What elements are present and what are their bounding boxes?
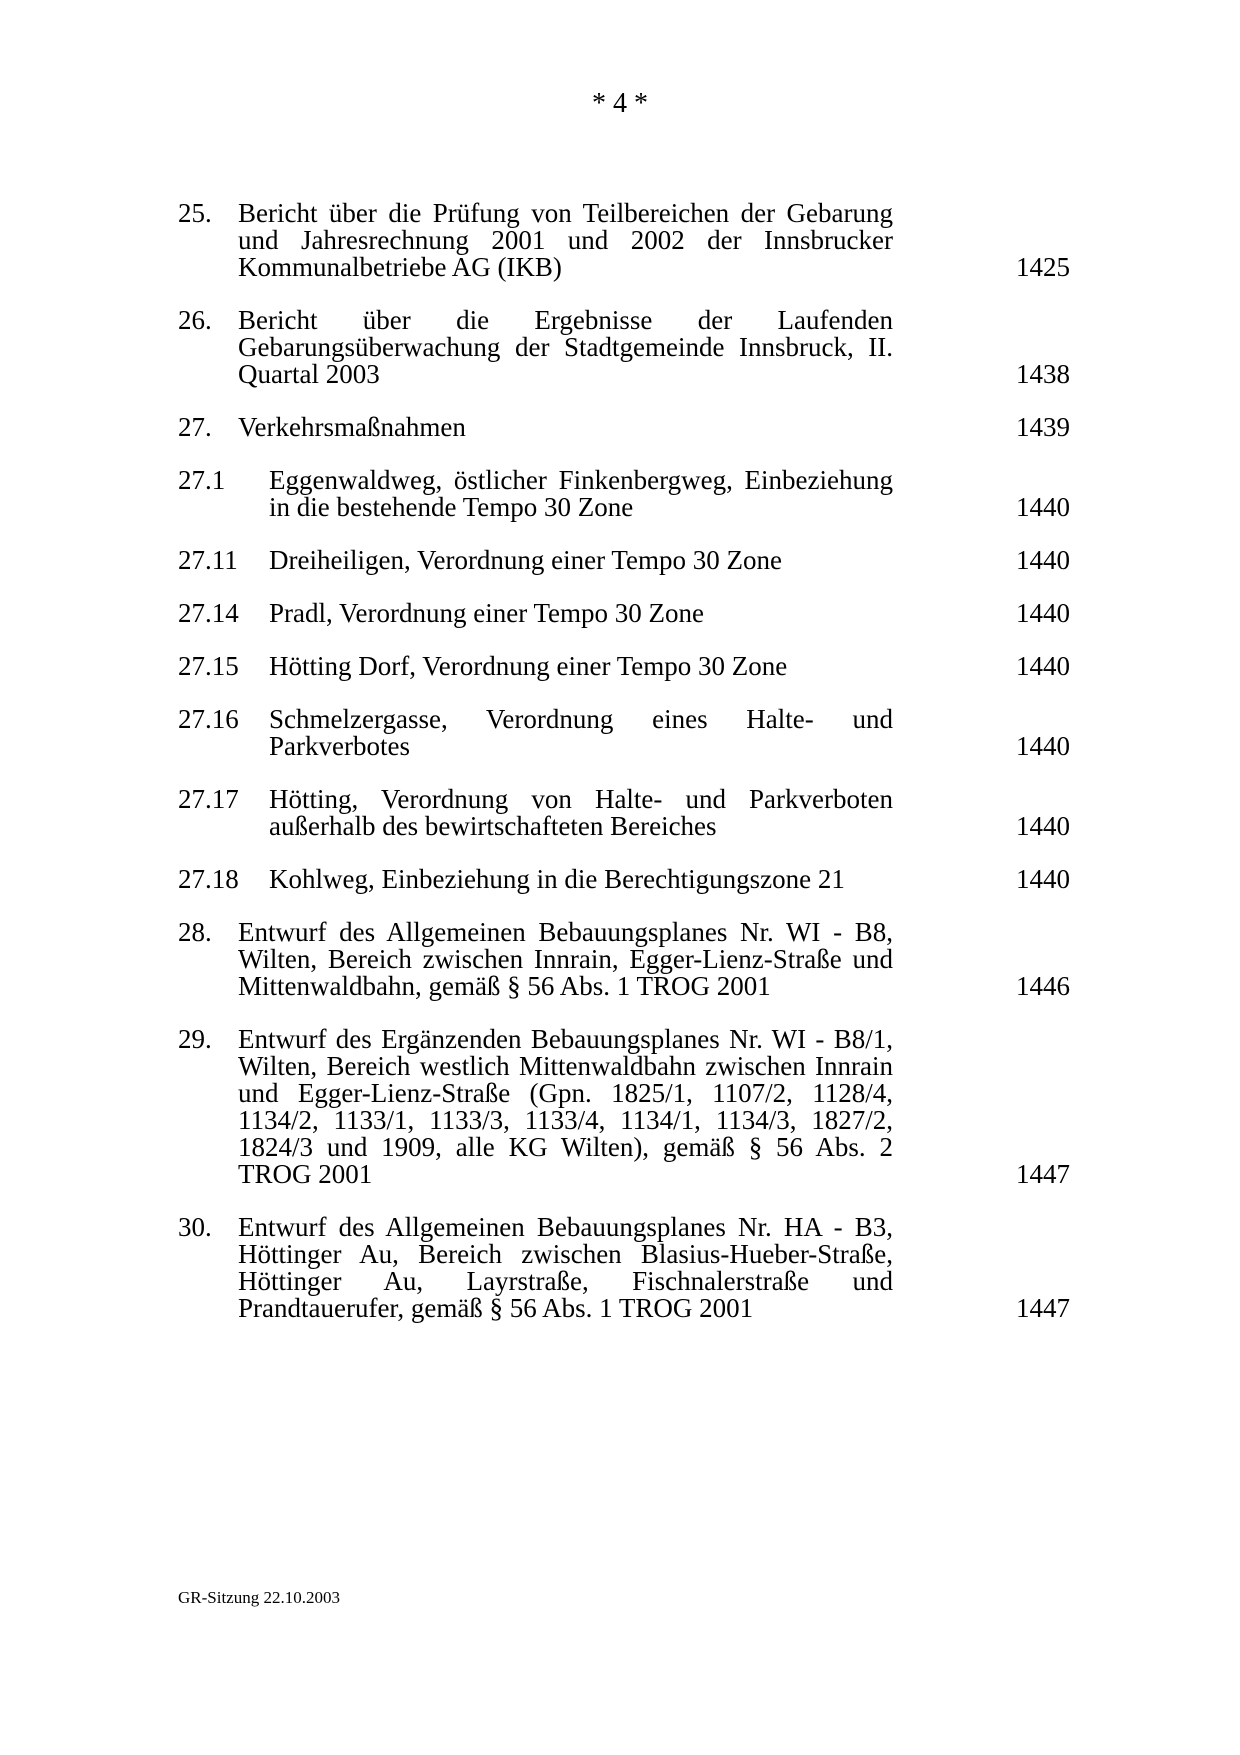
entry-number: 27.18: [178, 864, 239, 894]
entry-title: Entwurf des Allgemeinen Bebauungsplanes Nr. HA - B3, Höttinger Au, Bereich zwischen Blasius-Hueber-Straße, Höttinger Au, Layrstraße, Fischnalerstraße und Prandtauerufer, gemäß § 56 Abs. 1 TROG 2001: [238, 1212, 893, 1323]
entry-page: 1440: [1016, 864, 1070, 894]
entry-page: 1438: [1016, 359, 1070, 389]
toc-entry-27-14: [178, 600, 1070, 627]
entry-number: 29.: [178, 1024, 212, 1054]
toc-entry-28: [178, 919, 1070, 1000]
page-number: * 4 *: [592, 88, 648, 119]
entry-page: 1447: [1016, 1293, 1070, 1323]
entry-number: 25.: [178, 198, 212, 228]
toc-entry-27: [178, 414, 1070, 441]
entry-page: 1425: [1016, 252, 1070, 282]
entry-title: Kohlweg, Einbeziehung in die Berechtigungszone 21: [269, 864, 845, 894]
entry-title: Bericht über die Ergebnisse der Laufenden Gebarungsüberwachung der Stadtgemeinde Innsbruck, II. Quartal 2003: [238, 305, 893, 389]
entry-number: 30.: [178, 1212, 212, 1242]
entry-page: 1439: [1016, 412, 1070, 442]
entry-number: 27.11: [178, 545, 238, 575]
entry-page: 1440: [1016, 545, 1070, 575]
entry-title: Verkehrsmaßnahmen: [238, 412, 466, 442]
toc-entry-25: [178, 200, 1070, 281]
entry-page: 1440: [1016, 731, 1070, 761]
entry-number: 27.: [178, 412, 212, 442]
entry-title: Hötting, Verordnung von Halte- und Parkverboten außerhalb des bewirtschafteten Bereiches: [269, 784, 893, 841]
footer-session-date: GR-Sitzung 22.10.2003: [178, 1588, 340, 1607]
entry-page: 1440: [1016, 492, 1070, 522]
entry-title: Dreiheiligen, Verordnung einer Tempo 30 Zone: [269, 545, 782, 575]
entry-title: Entwurf des Allgemeinen Bebauungsplanes Nr. WI - B8, Wilten, Bereich zwischen Innrain, Egger-Lienz-Straße und Mittenwaldbahn, gemäß § 56 Abs. 1 TROG 2001: [238, 917, 893, 1001]
entry-title: Pradl, Verordnung einer Tempo 30 Zone: [269, 598, 705, 628]
toc-entry-27-18: [178, 866, 1070, 893]
entry-page: 1440: [1016, 598, 1070, 628]
entry-title: Entwurf des Ergänzenden Bebauungsplanes Nr. WI - B8/1, Wilten, Bereich westlich Mittenwaldbahn zwischen Innrain und Egger-Lienz-Straße (Gpn. 1825/1, 1107/2, 1128/4, 1134/2, 1133/1, 1133/3, 1133/4, 1134/1, 1134/3, 1827/2, 1824/3 und 1909, alle KG Wilten), gemäß § 56 Abs. 2 TROG 2001: [238, 1024, 893, 1189]
entry-page: 1440: [1016, 811, 1070, 841]
toc-entry-27-15: [178, 653, 1070, 680]
entry-number: 27.17: [178, 784, 239, 814]
entry-number: 27.15: [178, 651, 239, 681]
toc-entry-29: [178, 1026, 1070, 1188]
entry-title: Schmelzergasse, Verordnung eines Halte- und Parkverbotes: [269, 704, 893, 761]
entry-title: Hötting Dorf, Verordnung einer Tempo 30 Zone: [269, 651, 788, 681]
entry-number: 26.: [178, 305, 212, 335]
entry-title: Eggenwaldweg, östlicher Finkenbergweg, Einbeziehung in die bestehende Tempo 30 Zone: [269, 465, 893, 522]
toc-entry-27-17: [178, 786, 1070, 840]
entry-number: 28.: [178, 917, 212, 947]
toc-entry-27-16: [178, 706, 1070, 760]
entry-number: 27.1: [178, 465, 226, 495]
entry-page: 1447: [1016, 1159, 1070, 1189]
entry-number: 27.14: [178, 598, 239, 628]
entry-title: Bericht über die Prüfung von Teilbereichen der Gebarung und Jahresrechnung 2001 und 2002 der Innsbrucker Kommunalbetriebe AG (IKB): [238, 198, 893, 282]
entry-page: 1446: [1016, 971, 1070, 1001]
toc-entry-30: [178, 1214, 1070, 1322]
entry-number: 27.16: [178, 704, 239, 734]
toc-entry-27-1: [178, 467, 1070, 521]
entry-page: 1440: [1016, 651, 1070, 681]
toc-entry-27-11: [178, 547, 1070, 574]
table-of-contents: [178, 200, 1070, 1348]
toc-entry-26: [178, 307, 1070, 388]
